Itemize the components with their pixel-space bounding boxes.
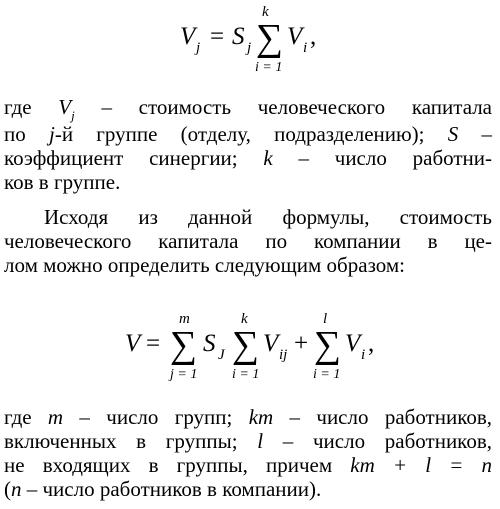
f2-sum2-bottom: i = 1 xyxy=(232,367,260,382)
f1-sum-bottom: i = 1 xyxy=(255,60,283,75)
f1-coef: S xyxy=(232,23,245,50)
p1-line-4: ков в группе. xyxy=(4,170,121,194)
f2-sigma-3: ∑ xyxy=(314,324,342,366)
formula-2 xyxy=(0,305,500,385)
formula-2-svg xyxy=(0,305,500,385)
p3-line-4: (n – число работников в компании). xyxy=(4,477,322,501)
f1-term: V xyxy=(287,23,303,50)
f2-trail: , xyxy=(368,330,375,357)
f2-term1: V xyxy=(263,330,279,357)
formula-1-svg xyxy=(0,0,500,76)
p1-line-2: по j-й группе (отделу, подразделению); S – xyxy=(4,122,493,146)
paragraph-definitions-1 xyxy=(4,95,492,194)
f1-sum-top: k xyxy=(262,4,269,20)
f1-trail: , xyxy=(310,23,317,50)
f2-sigma-1: ∑ xyxy=(170,324,198,366)
f1-sigma: ∑ xyxy=(256,17,284,59)
paragraph-intro-formula-2 xyxy=(4,205,492,277)
f2-sigma-2: ∑ xyxy=(232,324,260,366)
paragraph-definitions-2 xyxy=(4,405,492,501)
f2-term2-sub: i xyxy=(361,347,366,363)
p3-line-2: включенных в группы; l – число работников, xyxy=(4,429,492,453)
p2-line-3: лом можно определить следующим образом: xyxy=(4,253,405,277)
p1-line-3: коэффициент синергии; k – число работни- xyxy=(4,146,492,170)
f1-coef-sub: j xyxy=(247,40,252,56)
p3-line-1: где m – число групп; km – число работников, xyxy=(4,405,493,429)
f2-lhs: V xyxy=(125,330,141,357)
p1-line-1: где $V_j$ – стоимость человеческого капитала xyxy=(4,95,492,123)
p2-line-2: человеческого капитала по компании в це- xyxy=(4,229,492,253)
f2-sum2-top: k xyxy=(241,311,248,327)
f2-coef: S xyxy=(203,330,216,357)
f2-sum1-top: m xyxy=(179,311,190,327)
formula-1 xyxy=(0,0,500,76)
f2-term2: V xyxy=(345,330,361,357)
f2-coef-sub: J xyxy=(218,347,225,363)
f1-lhs-sub: j xyxy=(196,40,201,56)
f2-sum3-bottom: i = 1 xyxy=(313,367,341,382)
f2-plus: + xyxy=(294,330,309,357)
p3-line-3: не входящих в группы, причем km + l = n xyxy=(4,453,492,477)
f2-equals: = xyxy=(146,330,161,357)
f1-equals: = xyxy=(210,23,225,50)
f2-term1-sub: ij xyxy=(279,347,288,363)
f2-sum1-bottom: j = 1 xyxy=(170,367,198,382)
f1-term-sub: i xyxy=(303,40,308,56)
p2-line-1: Исходя из данной формулы, стоимость xyxy=(44,205,492,229)
f2-sum3-top: l xyxy=(323,311,328,327)
f1-lhs: V xyxy=(180,23,196,50)
